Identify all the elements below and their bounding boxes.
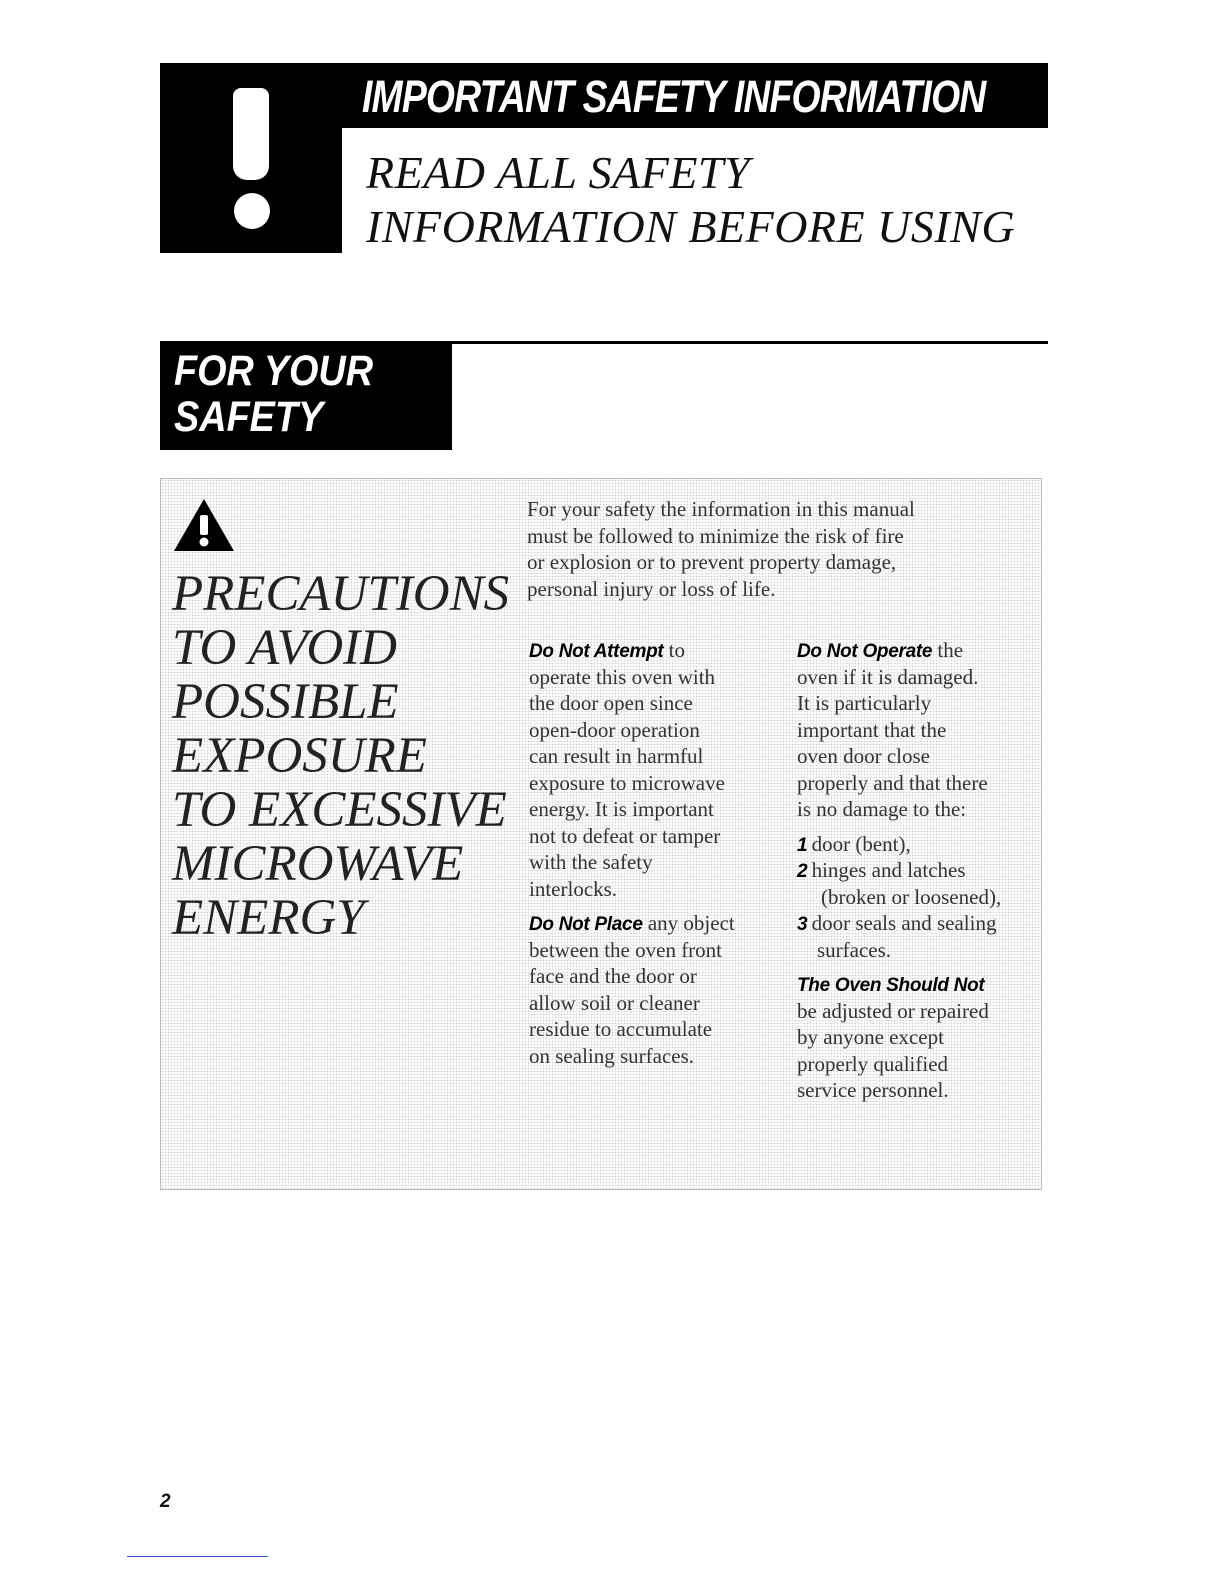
text-line: important that the bbox=[797, 717, 947, 742]
heading-line: TO AVOID bbox=[172, 620, 397, 676]
text-line: energy. It is important bbox=[529, 797, 714, 821]
text-line: properly qualified bbox=[797, 1051, 949, 1076]
subtitle-line: INFORMATION BEFORE USING bbox=[366, 201, 1016, 252]
text-line: can result in harmful bbox=[529, 744, 704, 768]
text-line: For your safety the information in this manual bbox=[527, 497, 915, 521]
heading-line: MICROWAVE bbox=[172, 836, 464, 892]
text-line: is no damage to the: bbox=[797, 797, 967, 821]
text-line: allow soil or cleaner bbox=[529, 990, 700, 1015]
list-text-continued: surfaces. bbox=[817, 937, 892, 962]
list-text: hinges and latches bbox=[811, 858, 966, 882]
text-line: interlocks. bbox=[529, 876, 618, 901]
text-line: on sealing surfaces. bbox=[529, 1043, 695, 1068]
section-heading bbox=[174, 348, 373, 440]
text-line: operate this oven with bbox=[529, 664, 716, 689]
list-number: 1 bbox=[797, 834, 808, 856]
heading-line: EXPOSURE bbox=[172, 728, 427, 784]
text-line: the door open since bbox=[529, 691, 693, 715]
lead-phrase: Do Not Operate bbox=[797, 641, 933, 662]
intro-paragraph bbox=[527, 496, 915, 602]
left-column bbox=[529, 637, 735, 1069]
heading-line: POSSIBLE bbox=[172, 674, 399, 730]
right-column bbox=[797, 637, 1001, 1104]
warning-triangle-icon bbox=[172, 497, 236, 553]
text-line: not to defeat or tamper bbox=[529, 823, 721, 848]
header-title: IMPORTANT SAFETY INFORMATION bbox=[362, 71, 986, 122]
heading-line: ENERGY bbox=[172, 890, 365, 946]
text-fragment: the bbox=[937, 638, 964, 662]
text-line: open-door operation bbox=[529, 717, 700, 742]
list-text-continued: (broken or loosened), bbox=[821, 884, 1002, 909]
text-line: be adjusted or repaired bbox=[797, 998, 989, 1023]
heading-line: TO EXCESSIVE bbox=[172, 782, 507, 838]
list-number: 2 bbox=[797, 861, 808, 882]
text-line: service personnel. bbox=[797, 1078, 949, 1102]
text-line: by anyone except bbox=[797, 1025, 944, 1049]
text-line: or explosion or to prevent property damage, bbox=[527, 550, 897, 574]
text-line: personal injury or loss of life. bbox=[527, 576, 776, 601]
do-not-operate-lead-line bbox=[797, 637, 1001, 664]
footer-rule bbox=[127, 1556, 268, 1557]
damage-list-item bbox=[797, 910, 1001, 937]
text-line: oven if it is damaged. bbox=[797, 664, 979, 689]
header-subtitle bbox=[366, 146, 1015, 254]
text-line: with the safety bbox=[529, 850, 653, 874]
section-heading-line: SAFETY bbox=[174, 393, 324, 441]
text-line: residue to accumulate bbox=[529, 1017, 713, 1041]
lead-phrase: Do Not Attempt bbox=[529, 641, 664, 662]
heading-line: PRECAUTIONS bbox=[172, 566, 510, 622]
text-line: must be followed to minimize the risk of fire bbox=[527, 523, 904, 548]
oven-should-not-lead-line bbox=[797, 971, 1001, 998]
list-text: door (bent), bbox=[811, 831, 911, 856]
lead-phrase: The Oven Should Not bbox=[797, 975, 985, 996]
section-heading-line: FOR YOUR bbox=[174, 347, 374, 395]
damage-list-item bbox=[797, 857, 1001, 884]
damage-list-item bbox=[797, 831, 1001, 858]
list-text: door seals and sealing bbox=[811, 911, 997, 935]
text-line: oven door close bbox=[797, 744, 930, 768]
text-line: face and the door or bbox=[529, 964, 697, 988]
page-number: 2 bbox=[160, 1491, 171, 1512]
precautions-heading bbox=[172, 567, 509, 945]
text-line: properly and that there bbox=[797, 770, 988, 795]
text-line: It is particularly bbox=[797, 691, 932, 715]
subtitle-line: READ ALL SAFETY bbox=[366, 147, 751, 198]
text-line: exposure to microwave bbox=[529, 770, 725, 795]
text-line: between the oven front bbox=[529, 937, 723, 962]
do-not-place-lead-line bbox=[529, 910, 735, 937]
do-not-attempt-lead-line bbox=[529, 637, 735, 664]
text-fragment: any object bbox=[647, 911, 735, 935]
lead-phrase: Do Not Place bbox=[529, 914, 643, 935]
list-number: 3 bbox=[797, 914, 808, 935]
section-rule bbox=[452, 341, 1048, 344]
text-fragment: to bbox=[668, 638, 685, 662]
